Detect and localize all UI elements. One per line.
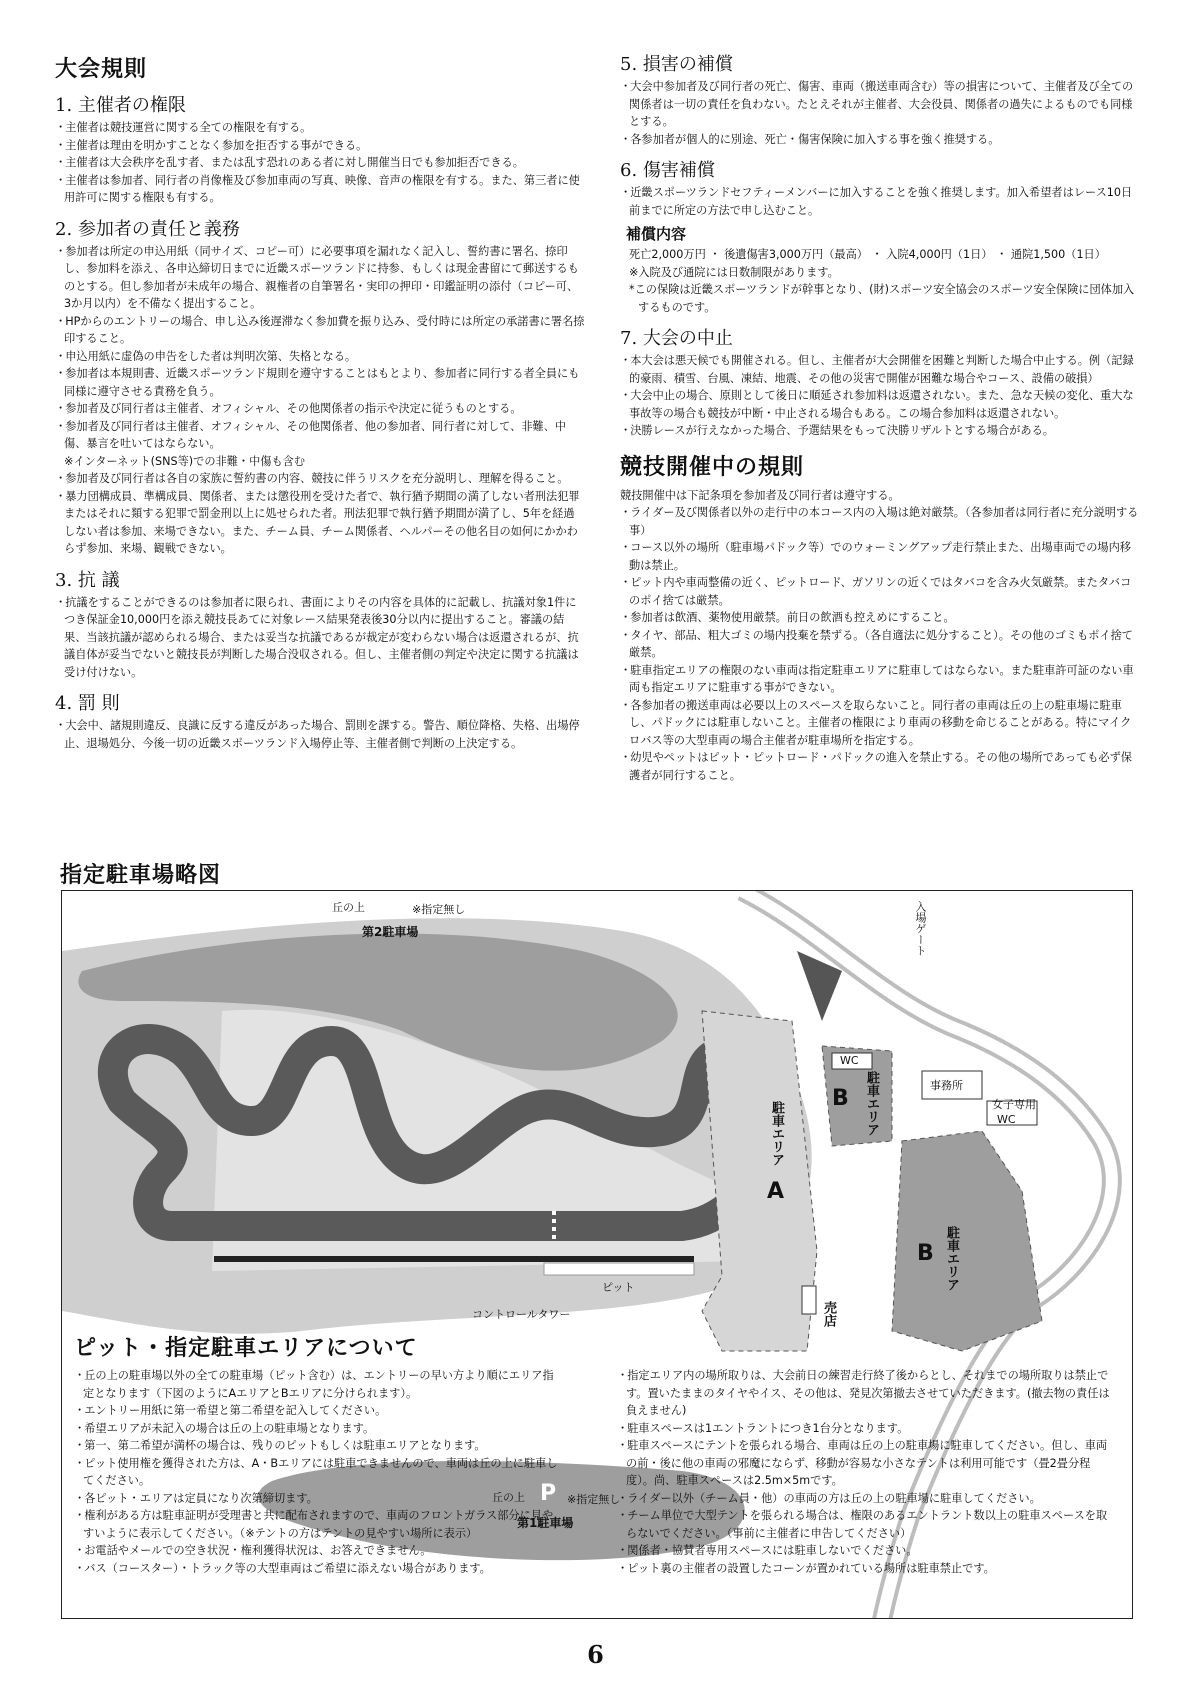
parking-lot-2-note: ※指定無し (412, 903, 466, 916)
pit-right-column (617, 1367, 1117, 1577)
rules-title: 大会規則 (55, 57, 148, 82)
during-rules-list (620, 504, 1140, 784)
pit-section-title: ピット・指定駐車エリアについて (74, 1336, 418, 1361)
list-item: ・ ピット裏の主催者の設置したコーンが置かれている場所は駐車禁止です。 (617, 1560, 1117, 1578)
list-item: ・ 大会中参加者及び同行者の死亡、傷害、車両（搬送車両含む）等の損害について、主催者及び全ての関係者は一切の責任を負わない。たとえそれが主催者、大会役員、関係者の過失によるものでも同様とする。 (620, 78, 1140, 131)
section-5-heading: 5. 損害の補償 (620, 54, 733, 75)
parking-map (61, 890, 1133, 1619)
section-6-list (620, 184, 1140, 219)
section-4-heading: 4. 罰 則 (55, 693, 120, 714)
list-item: ・ 幼児やペットはピット・ピットロード・パドックの進入を禁止する。その他の場所であっても必ず保護者が同行すること。 (620, 749, 1140, 784)
section-3-heading: 3. 抗 議 (55, 569, 120, 591)
list-item: ・ 参加者及び同行者は各自の家族に誓約書の内容、競技に伴うリスクを充分説明し、理解を得ること。 (55, 470, 585, 488)
office-label: 事務所 (930, 1079, 963, 1092)
coverage-heading: 補償内容 (626, 225, 687, 243)
coverage-note-2: *この保険は近畿スポーツランドが幹事となり、(財)スポーツ安全協会のスポーツ安全保険に団体加入するものです。 (629, 283, 1135, 314)
pit-label: ピット (602, 1281, 635, 1294)
ladies-wc-label-2: WC (997, 1113, 1016, 1126)
area-a-shape (702, 1011, 817, 1351)
section-7-heading: 7. 大会の中止 (620, 328, 733, 349)
area-b-2-shape (892, 1131, 1042, 1351)
list-item: ・ 各参加者が個人的に別途、死亡・傷害保険に加入する事を強く推奨する。 (620, 131, 1140, 149)
pit-wall (214, 1256, 694, 1262)
shop-building (802, 1286, 816, 1314)
list-item: ・ 大会中、諸規則違反、良識に反する違反があった場合、罰則を課する。警告、順位降格、失格、出場停止、退場処分、今後一切の近畿スポーツランド入場停止等、主催者側で判断の上決定する。 (55, 717, 585, 752)
area-b-2-label: 駐車エリア (944, 1226, 959, 1291)
pit-left-list (74, 1367, 564, 1577)
list-item: ・ 各参加者の搬送車両は必要以上のスペースを取らないこと。同行者の車両は丘の上の駐車場に駐車し、パドックには駐車しないこと。主催者の権限により車両の移動を命じることがある。特にマイクロバス等の大型車両の場合主催者が駐車場所を指定する。 (620, 697, 1140, 750)
list-item: ・ タイヤ、部品、粗大ゴミの場内投棄を禁ずる。（各自適法に処分すること）。その他のゴミもポイ捨て厳禁。 (620, 627, 1140, 662)
parking-lot-2-hill-label: 丘の上 (332, 901, 365, 914)
list-item: ・ チーム単位で大型テントを張られる場合は、権限のあるエントラント数以上の駐車スペースを取らないでください。（事前に主催者に申告してください） (617, 1507, 1117, 1542)
section-2-note: ※インターネット(SNS等)での非難・中傷も含む (64, 454, 306, 468)
list-item: ・ 本大会は悪天候でも開催される。但し、主催者が大会開催を困難と判断した場合中止する。例（記録的豪雨、積雪、台風、凍結、地震、その他の災害で開催が困難な場合やコース、設備の破損） (620, 352, 1140, 387)
list-item: ・ 関係者・協賛者専用スペースには駐車しないでください。 (617, 1542, 1117, 1560)
shop-label: 売店 (821, 1301, 836, 1327)
control-tower-label: コントロールタワー (472, 1308, 571, 1321)
coverage-details: 死亡2,000万円 ・ 後遺傷害3,000万円（最高） ・ 入院4,000円（1日） ・ 通院1,500（1日） (629, 248, 1106, 261)
list-item: ・ 主催者は大会秩序を乱す者、または乱す恐れのある者に対し開催当日でも参加拒否できる。 (55, 154, 585, 172)
list-item: ・ 近畿スポーツランドセフティーメンバーに加入することを強く推奨します。加入希望者はレース10日前までに所定の方法で申し込むこと。 (620, 184, 1140, 219)
during-rules-title: 競技開催中の規則 (620, 454, 805, 480)
area-a-letter: A (767, 1179, 785, 1204)
list-item: ・ ピット内や車両整備の近く、ピットロード、ガソリンの近くではタバコを含み火気厳禁。またタバコのポイ捨ては厳禁。 (620, 574, 1140, 609)
pit-boxes (544, 1263, 694, 1275)
list-item: ・ 各ピット・エリアは定員になり次第締切ます。 (74, 1490, 564, 1508)
parking-lot-2-p-icon: P (382, 891, 399, 916)
rules-left-column (55, 52, 585, 752)
parking-lot-1-note: ※指定無し (567, 1493, 621, 1506)
parking-lot-2-label: 第2駐車場 (362, 925, 419, 939)
list-item: ・ 第一、第二希望が満杯の場合は、残りのピットもしくは駐車エリアとなります。 (74, 1437, 564, 1455)
list-item: ・ 駐車スペースにテントを張られる場合、車両は丘の上の駐車場に駐車してください。但し、車両の前・後に他の車両の邪魔にならず、移動が容易な小さなテントは利用可能です（畳2畳分程度）。尚、駐車スペースは2.5m×5mです。 (617, 1437, 1117, 1490)
list-item: ・ 抗議をすることができるのは参加者に限られ、書面によりその内容を具体的に記載し、抗議対象1件につき保証金10,000円を添え競技長あてに対象レース結果発表後30分以内に提出すること。審議の結果、当該抗議が認められる場合、または妥当な抗議であるが裁定が変わらない場合は返還されるが、抗議自体が妥当でないと競技長が判断した場合没収される。但し、主催者側の判定や決定に関する抗議は受け付けない。 (55, 594, 585, 682)
list-item: ・ 権利がある方は駐車証明が受理書と共に配布されますので、車両のフロントガラス部分に見やすいように表示してください。（※テントの方はテントの見やすい場所に表示） (74, 1507, 564, 1542)
list-item: ・ 駐車指定エリアの権限のない車両は指定駐車エリアに駐車してはならない。また駐車許可証のない車両も指定エリアに駐車する事ができない。 (620, 662, 1140, 697)
entrance-gate-label: 入場ゲート (914, 901, 927, 956)
ladies-wc-label: 女子専用 (992, 1098, 1036, 1111)
parking-lot-1-label: 第1駐車場 (517, 1516, 574, 1530)
list-item: ・ ライダー及び関係者以外の走行中の本コース内の入場は絶対厳禁。（各参加者は同行者に充分説明する事） (620, 504, 1140, 539)
list-item: ・ HPからのエントリーの場合、申し込み後遅滞なく参加費を振り込み、受付時には所定の承諾書に署名捺印すること。 (55, 313, 585, 348)
list-item: ・ お電話やメールでの空き状況・権利獲得状況は、お答えできません。 (74, 1542, 564, 1560)
section-2-heading: 2. 参加者の責任と義務 (55, 218, 240, 240)
pit-left-column (74, 1367, 564, 1577)
list-item: ・ ピット使用権を獲得された方は、A・Bエリアには駐車できませんので、車両は丘の上に駐車してください。 (74, 1455, 564, 1490)
list-item: ・ 主催者は理由を明かすことなく参加を拒否する事ができる。 (55, 137, 585, 155)
list-item: ・ 参加者は所定の申込用紙（同サイズ、コピー可）に必要事項を漏れなく記入し、誓約書に署名、捺印し、参加料を添え、各申込締切日までに近畿スポーツランドに持参、もしくは現金書留にて郵送するものとする。但し参加者が未成年の場合、親権者の自筆署名・実印の押印・印鑑証明の添付（コピー可、3か月以内）を不備なく提出すること。 (55, 243, 585, 313)
list-item: ・ 参加者及び同行者は主催者、オフィシャル、その他関係者の指示や決定に従うものとする。 (55, 400, 585, 418)
list-item: ・ エントリー用紙に第一希望と第二希望を記入してください。 (74, 1402, 564, 1420)
list-item: ・ 参加者は飲酒、薬物使用厳禁。前日の飲酒も控えめにすること。 (620, 609, 1140, 627)
pit-right-list (617, 1367, 1117, 1577)
parking-lot-1-p-icon: P (540, 1481, 557, 1506)
section-2-list (55, 243, 585, 453)
list-item: ・ 大会中止の場合、原則として後日に順延され参加料は返還されない。また、急な天候の変化、重大な事故等の場合も競技が中断・中止される場合もある。この場合参加料は返還されない。 (620, 387, 1140, 422)
section-4-list (55, 717, 585, 752)
section-5-list (620, 78, 1140, 148)
during-rules-intro: 競技開催中は下記条項を参加者及び同行者は遵守する。 (620, 488, 900, 502)
page-number: 6 (587, 1640, 604, 1669)
area-b-2-letter: B (917, 1241, 934, 1266)
list-item: ・ 参加者及び同行者は主催者、オフィシャル、その他関係者、他の参加者、同行者に対して、非難、中傷、暴言を吐いてはならない。 (55, 418, 585, 453)
list-item: ・ 主催者は参加者、同行者の肖像権及び参加車両の写真、映像、音声の権限を有する。また、第三者に使用許可に関する権限も有する。 (55, 172, 585, 207)
section-6-heading: 6. 傷害補償 (620, 160, 715, 181)
list-item: ・ 申込用紙に虚偽の申告をした者は判明次第、失格となる。 (55, 348, 585, 366)
list-item: ・ 参加者は本規則書、近畿スポーツランド規則を遵守することはもとより、参加者に同行する者全員にも同様に遵守させる責務を負う。 (55, 365, 585, 400)
parking-lot-1-hill-label: 丘の上 (492, 1491, 525, 1504)
area-b-1-label: 駐車エリア (864, 1071, 879, 1136)
list-item: ・ 希望エリアが未記入の場合は丘の上の駐車場となります。 (74, 1420, 564, 1438)
list-item: ・ バス（コースター）・トラック等の大型車両はご希望に添えない場合があります。 (74, 1560, 564, 1578)
section-7-list (620, 352, 1140, 440)
list-item: ・ 決勝レースが行えなかった場合、予選結果をもって決勝リザルトとする場合がある。 (620, 422, 1140, 440)
rules-right-column (620, 50, 1140, 784)
list-item: ・ 指定エリア内の場所取りは、大会前日の練習走行終了後からとし、それまでの場所取りは禁止です。置いたままのタイヤやイス、その他は、発見次第撤去させていただきます。(撤去物の責任は負えません) (617, 1367, 1117, 1420)
wc-label: WC (840, 1054, 859, 1067)
section-3-list (55, 594, 585, 682)
section-2-list-continued (55, 470, 585, 558)
area-b-1-letter: B (832, 1086, 849, 1111)
coverage-note-1: ※入院及び通院には日数制限があります。 (629, 265, 839, 279)
map-title: 指定駐車場略図 (60, 863, 222, 888)
list-item: ・ コース以外の場所（駐車場パドック等）でのウォーミングアップ走行禁止また、出場車両での場内移動は禁止。 (620, 539, 1140, 574)
list-item: ・ 暴力団構成員、準構成員、関係者、または懲役刑を受けた者で、執行猶予期間の満了しない者刑法犯罪またはそれに類する犯罪で罰金刑以上に処せられた者。刑法犯罪で執行猶予期間が満了し、5年を経過しない者は参加、来場できない。また、チーム員、チーム関係者、ヘルパーその他名目の如何にかかわらず参加、来場、観戦できない。 (55, 488, 585, 558)
section-1-heading: 1. 主催者の権限 (55, 95, 186, 116)
list-item: ・ 駐車スペースは1エントラントにつき1台分となります。 (617, 1420, 1117, 1438)
section-1-list (55, 119, 585, 207)
area-a-label: 駐車エリア (769, 1101, 784, 1166)
list-item: ・ ライダー以外（チーム員・他）の車両の方は丘の上の駐車場に駐車してください。 (617, 1490, 1117, 1508)
list-item: ・ 丘の上の駐車場以外の全ての駐車場（ピット含む）は、エントリーの早い方より順にエリア指定となります（下図のようにAエリアとBエリアに分けられます）。 (74, 1367, 564, 1402)
list-item: ・ 主催者は競技運営に関する全ての権限を有する。 (55, 119, 585, 137)
